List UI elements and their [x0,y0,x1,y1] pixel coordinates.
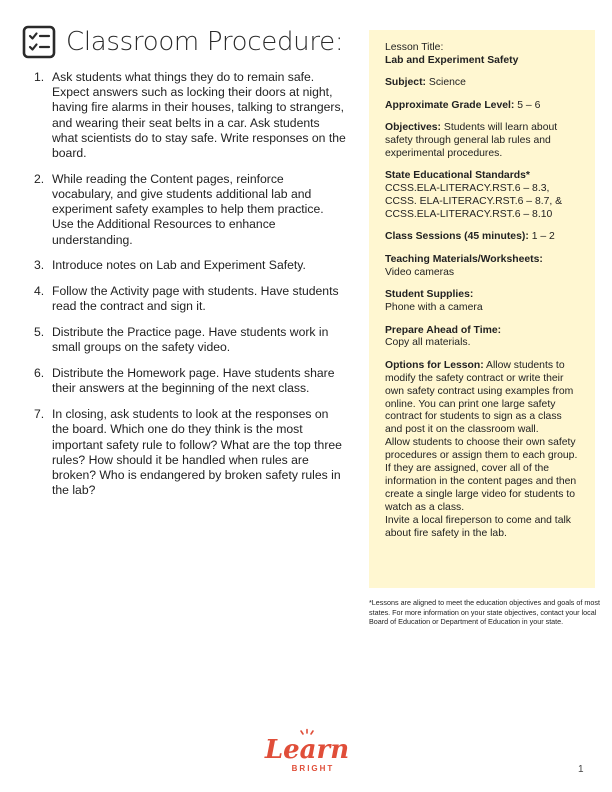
lesson-title-value: Lab and Experiment Safety [385,54,519,66]
logo-word: Learn [264,735,350,765]
materials-label: Teaching Materials/Worksheets: [385,253,543,265]
procedure-step [28,258,348,273]
subject-value: Science [428,77,466,89]
options-block [385,360,581,541]
standards-label: State Educational Standards* [385,170,530,182]
supplies-value: Phone with a camera [385,302,483,314]
options-value-3: Invite a local fireperson to come and talk about fire safety in the lab. [385,514,571,539]
standards-block [385,170,581,222]
objectives-block [385,122,581,161]
step-number: 6. [34,366,45,381]
lesson-title-label: Lesson Title: [385,42,444,53]
standards-value: CCSS.ELA-LITERACY.RST.6 – 8.3, CCSS. ELA-LITERACY.RST.6 – 8.7, & CCSS.ELA-LITERACY.RST.6 – 8.10 [385,183,563,221]
supplies-label: Student Supplies: [385,289,474,301]
step-number: 4. [34,284,45,299]
sessions-block [385,231,581,244]
options-value-1: Allow students to modify the safety contract or write their own safety contract using examples from online. You can print one large safety contract for students to sign as a class and post it on the classroom wall. [385,359,574,436]
procedure-step [28,70,348,161]
page-header [22,22,343,62]
objectives-value: Students will learn about safety through general lab rules and experimental procedures. [385,122,558,159]
step-text: In closing, ask students to look at the responses on the board. Which one do they think is the most important safety rule to follow? What are the top three rules? How should it be handled when rules are broken? Who is endangered by broken safety rules in the lab? [52,407,342,498]
subject-label: Subject: [385,77,426,89]
subject-block [385,77,581,90]
logo-burst-icon [301,730,313,735]
step-text: Distribute the Homework page. Have students share their answers at the beginning of the next class. [52,366,335,396]
grade-value: 5 – 6 [517,99,541,111]
step-number: 3. [34,258,45,273]
procedure-step [28,284,348,314]
step-text: Follow the Activity page with students. Have students read the contract and sign it. [52,284,339,314]
page-number: 1 [578,764,584,775]
procedure-step [28,172,348,248]
learn-bright-logo [255,728,359,774]
objectives-label: Objectives: [385,122,442,134]
checklist-icon [22,25,56,59]
sessions-label: Class Sessions (45 minutes): [385,231,529,243]
prepare-value: Copy all materials. [385,337,471,349]
procedure-step [28,366,348,396]
sessions-value: 1 – 2 [531,231,555,243]
step-text: Distribute the Practice page. Have students work in small groups on the safety video. [52,325,329,355]
grade-label: Approximate Grade Level: [385,99,515,111]
step-number: 5. [34,325,45,340]
procedure-step [28,325,348,355]
options-value-2: Allow students to choose their own safety procedures or assign them to each group. If they are assigned, cover all of the information in the content pages and then create a single large video for students to watch as a class. [385,437,578,513]
prepare-label: Prepare Ahead of Time: [385,324,502,336]
supplies-block [385,289,581,315]
procedure-step [28,407,348,498]
procedure-list [28,70,348,509]
step-number: 2. [34,171,45,186]
materials-block [385,254,581,280]
step-number: 1. [34,70,45,84]
step-text: Introduce notes on Lab and Experiment Safety. [52,258,306,273]
step-text: Ask students what things they do to remain safe. Expect answers such as locking their doors at night, having fire alarms in their houses, talking to strangers, and wearing their seat belts in a car. Ask students what scientists do to stay safe. Write responses on the board. [52,70,346,161]
options-label: Options for Lesson: [385,359,484,371]
step-text: While reading the Content pages, reinforce vocabulary, and give students additional lab and experiment safety examples to help them practice. Use the Additional Resources to enhance understanding. [52,171,324,247]
standards-footnote: *Lessons are aligned to meet the education objectives and goals of most states. For more information on your state objectives, contact your local Board of Education or Department of Education in your state. [369,598,600,627]
logo-sub: BRIGHT [291,764,335,773]
materials-value: Video cameras [385,266,455,278]
lesson-info-sidebar [369,30,595,588]
prepare-block [385,325,581,351]
step-number: 7. [34,407,45,422]
lesson-title-block [385,42,581,68]
page-title: Classroom Procedure: [66,27,344,57]
grade-block [385,100,581,113]
